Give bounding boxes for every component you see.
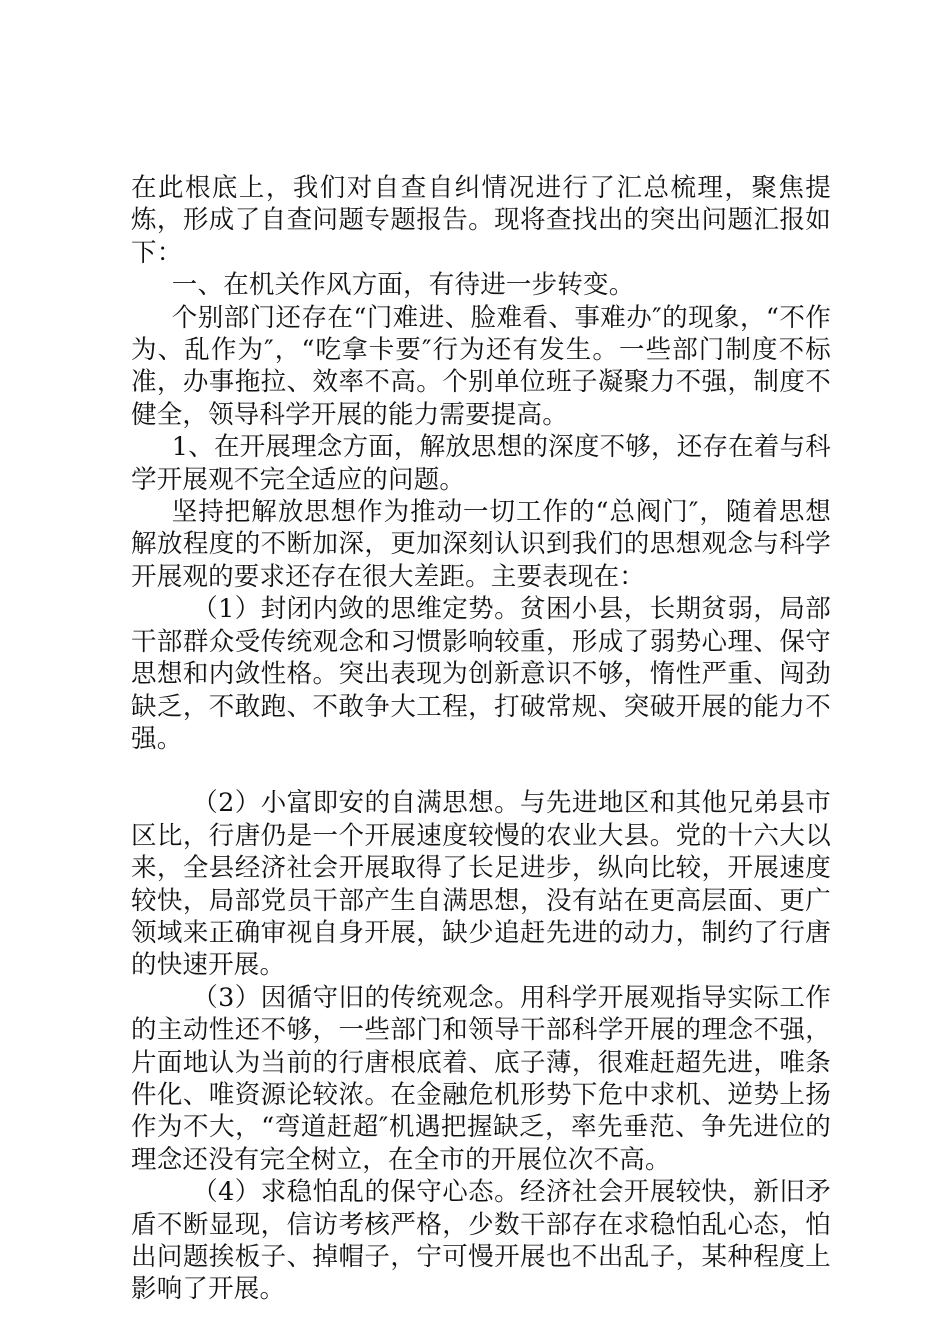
subheading-development-concept: 1、在开展理念方面，解放思想的深度不够，还存在着与科学开展观不完全适应的问题。 xyxy=(131,432,831,495)
section-heading-work-style: 一、在机关作风方面，有待进一步转变。 xyxy=(171,270,635,301)
paragraph-intro: 在此根底上，我们对自查自纠情况进行了汇总梳理，聚焦提炼，形成了自查问题专题报告。现将查找出的突出问题汇报如下： xyxy=(131,173,831,268)
list-item-3: （3）因循守旧的传统观念。用科学开展观指导实际工作的主动性还不够，一些部门和领导干部科学开展的理念不强，片面地认为当前的行唐根底着、底子薄，很难赶超先进，唯条件化、唯资源论较浓。在金融危机形势下危中求机、逆势上扬作为不大，“弯道赶超″机遇把握缺乏，率先垂范、争先进位的理念还没有完全树立，在全市的开展位次不高。 xyxy=(131,982,831,1175)
document-body xyxy=(131,172,831,1306)
list-item-4: （4）求稳怕乱的保守心态。经济社会开展较快，新旧矛盾不断显现，信访考核严格，少数干部存在求稳怕乱心态，怕出问题挨板子、掉帽子，宁可慢开展也不出乱子，某种程度上影响了开展。 xyxy=(131,1177,831,1305)
list-item-2: （2）小富即安的自满思想。与先进地区和其他兄弟县市区比，行唐仍是一个开展速度较慢的农业大县。党的十六大以来，全县经济社会开展取得了长足进步，纵向比较，开展速度较快，局部党员干部产生自满思想，没有站在更高层面、更广领域来正确审视自身开展，缺少追赶先进的动力，制约了行唐的快速开展。 xyxy=(131,788,831,981)
paragraph-emancipate-mind: 坚持把解放思想作为推动一切工作的“总阀门″，随着思想解放程度的不断加深，更加深刻认识到我们的思想观念与科学开展观的要求还存在很大差距。主要表现在： xyxy=(131,497,831,592)
list-item-1: （1）封闭内敛的思维定势。贫困小县，长期贫弱，局部干部群众受传统观念和习惯影响较重，形成了弱势心理、保守思想和内敛性格。突出表现为创新意识不够，惰性严重、闯劲缺乏，不敢跑、不敢争大工程，打破常规、突破开展的能力不强。 xyxy=(131,594,831,754)
paragraph-work-style: 个别部门还存在“门难进、脸难看、事难办″的现象，“不作为、乱作为″，“吃拿卡要″行为还有发生。一些部门制度不标准，办事拖拉、效率不高。个别单位班子凝聚力不强，制度不健全，领导科学开展的能力需要提高。 xyxy=(131,302,831,430)
